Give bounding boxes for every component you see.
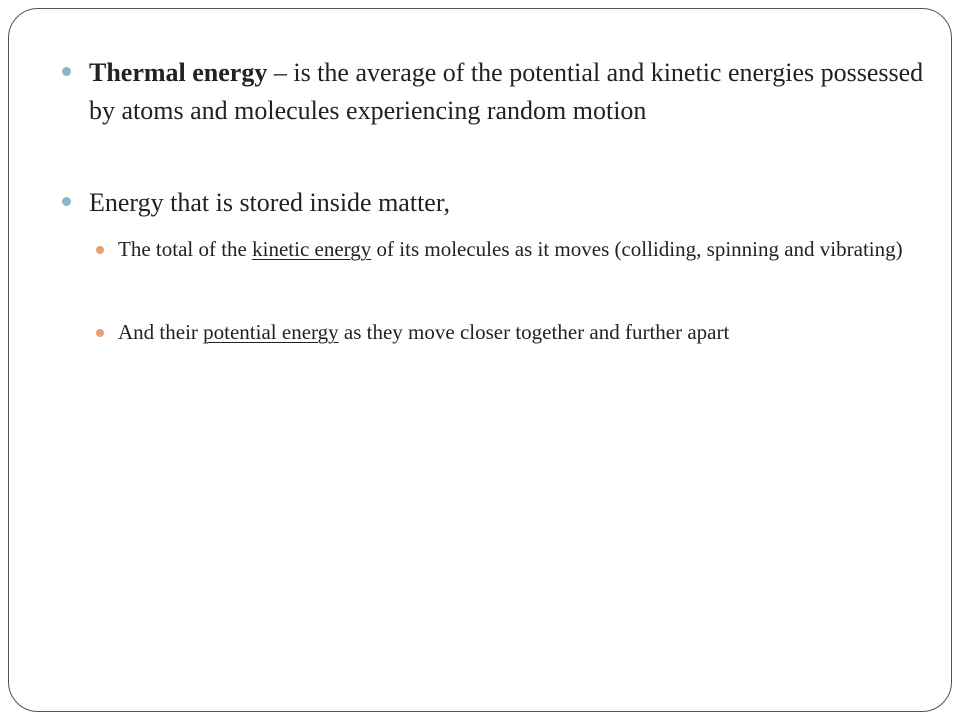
text-segment: of its molecules as it moves (colliding, spinning and vibrating) — [371, 237, 903, 261]
text-segment: And their — [118, 320, 204, 344]
sub-bullet-text — [118, 315, 908, 349]
bullet-text — [89, 184, 929, 222]
bullet-dot-icon — [62, 197, 71, 206]
bullet-text — [89, 54, 929, 130]
sub-bullet-dot-icon — [96, 246, 104, 254]
sub-bullet-dot-icon — [96, 329, 104, 337]
definition-text: – is the average of the potential and kinetic energies possessed by atoms and molecules experiencing random motion — [89, 58, 924, 125]
bullet-dot-icon — [62, 67, 71, 76]
term-thermal-energy: Thermal energy — [89, 58, 268, 87]
sub-bullet-text — [118, 232, 908, 266]
text-segment: The total of the — [118, 237, 253, 261]
term-potential-energy: potential energy — [203, 320, 339, 344]
term-kinetic-energy: kinetic energy — [252, 237, 372, 261]
text-segment: as they move closer together and further apart — [338, 320, 730, 344]
stored-energy-text: Energy that is stored inside matter, — [89, 188, 450, 217]
slide-frame — [8, 8, 952, 712]
